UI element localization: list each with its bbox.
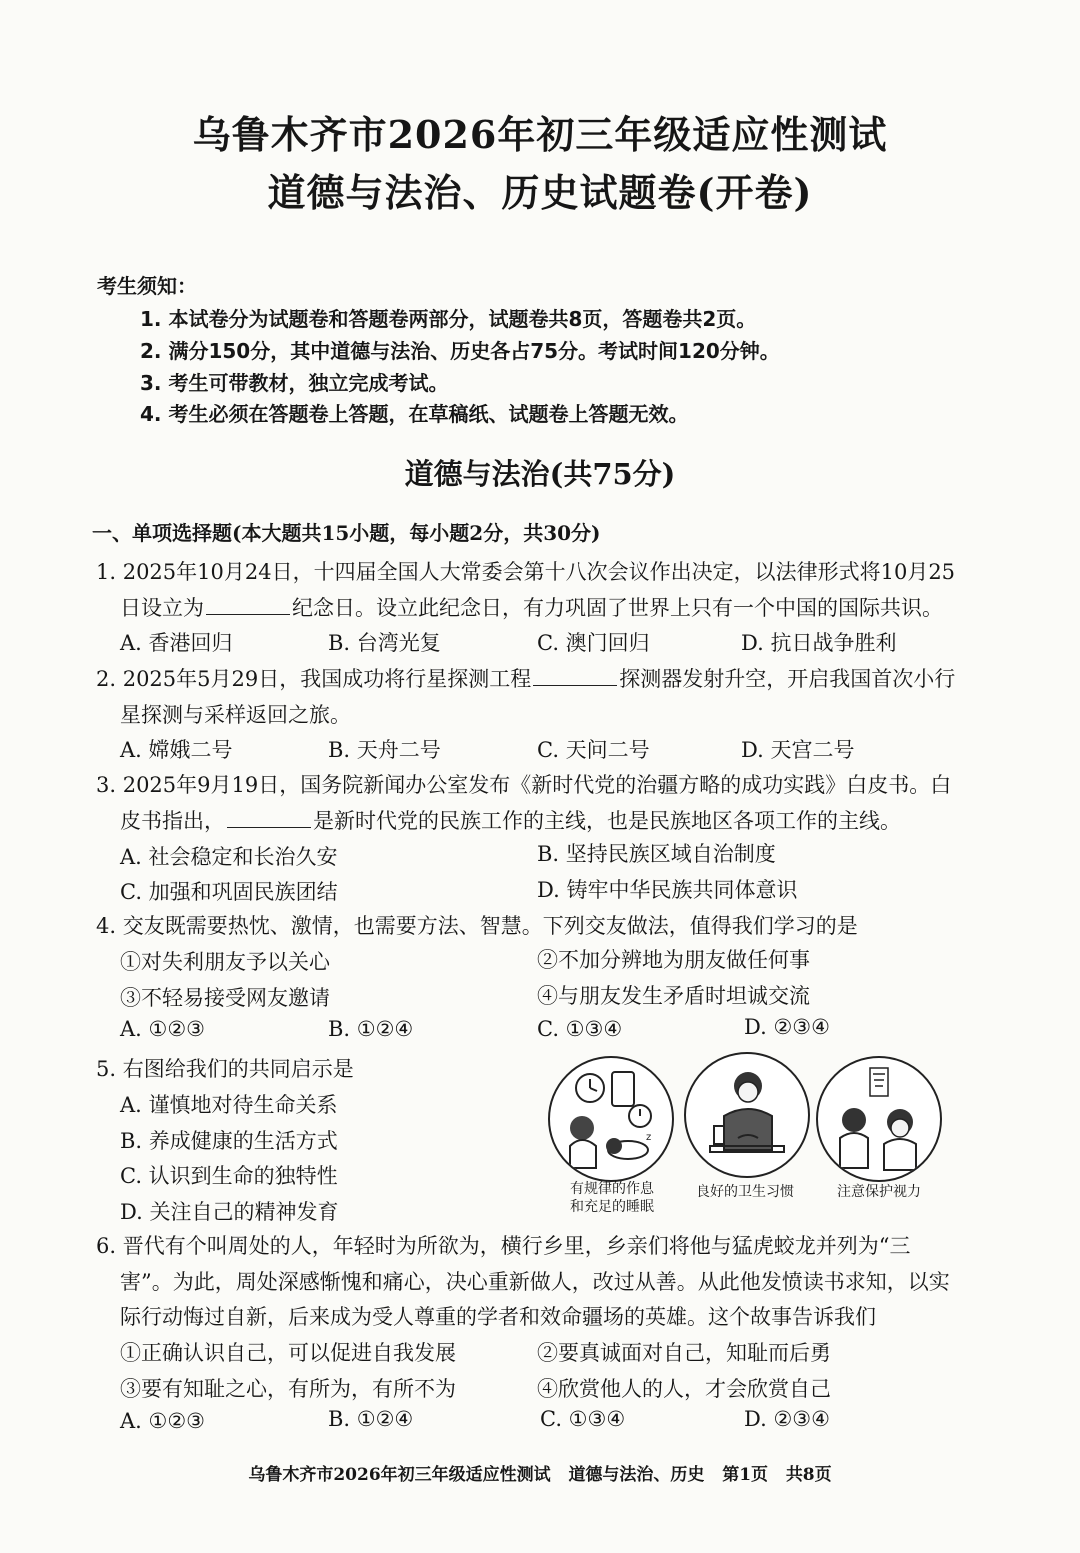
answer-blank: [206, 613, 290, 615]
stem-text: 皮书指出，: [120, 809, 225, 833]
question-3-stem-cont: [120, 805, 901, 835]
option-b: B. 养成健康的生活方式: [120, 1129, 338, 1153]
notice-item: 3. 考生可带教材，独立完成考试。: [140, 371, 449, 395]
option-b: B. ①②④: [328, 1407, 414, 1431]
answer-blank: [533, 684, 617, 686]
option-a: A. 谨慎地对待生命关系: [120, 1093, 338, 1117]
option-b: B. ①②④: [328, 1017, 414, 1041]
eyesight-illustration: [816, 1056, 942, 1182]
caption-sleep: [552, 1180, 672, 1216]
option-d: D. 天宫二号: [741, 738, 855, 762]
illustration-group: [546, 1050, 946, 1220]
option-c: C. ①③④: [540, 1407, 626, 1431]
statement-2: ②要真诚面对自己，知耻而后勇: [537, 1341, 831, 1365]
question-3-stem: 3. 2025年9月19日，国务院新闻办公室发布《新时代党的治疆方略的成功实践》白皮书。白: [96, 773, 952, 797]
option-c: C. 天问二号: [537, 738, 650, 762]
hygiene-illustration: [684, 1052, 810, 1178]
footer-page: 第1页: [722, 1465, 769, 1485]
stem-text: 是新时代党的民族工作的主线，也是民族地区各项工作的主线。: [313, 809, 901, 833]
statement-3: ③要有知耻之心，有所为，有所不为: [120, 1377, 456, 1401]
section-title: 道德与法治(共75分): [404, 457, 676, 491]
option-a: A. 香港回归: [120, 631, 233, 655]
statement-1: ①正确认识自己，可以促进自我发展: [120, 1341, 456, 1365]
option-a: A. ①②③: [120, 1017, 205, 1041]
notice-item: 4. 考生必须在答题卷上答题，在草稿纸、试题卷上答题无效。: [140, 402, 689, 426]
caption-eyesight: 注意保护视力: [837, 1184, 921, 1200]
part-title: 一、单项选择题(本大题共15小题，每小题2分，共30分): [92, 521, 601, 545]
footer-exam: 乌鲁木齐市2026年初三年级适应性测试: [248, 1465, 551, 1485]
option-d: D. 铸牢中华民族共同体意识: [537, 878, 798, 902]
question-5-stem: 5. 右图给我们的共同启示是: [96, 1057, 354, 1081]
question-1-stem: 1. 2025年10月24日，十四届全国人大常委会第十八次会议作出决定，以法律形式将10月25: [96, 560, 956, 584]
notice-item: 1. 本试卷分为试题卷和答题卷两部分，试题卷共8页，答题卷共2页。: [140, 307, 757, 331]
question-2-stem: [96, 663, 955, 693]
footer-subject: 道德与法治、历史: [568, 1465, 705, 1485]
answer-blank: [227, 826, 311, 828]
option-b: B. 台湾光复: [328, 631, 441, 655]
question-4-stem: 4. 交友既需要热忱、激情，也需要方法、智慧。下列交友做法，值得我们学习的是: [96, 914, 858, 938]
question-6-stem-cont: 害”。为此，周处深感惭愧和痛心，决心重新做人，改过从善。从此他发愤读书求知，以实: [120, 1270, 950, 1294]
statement-4: ④欣赏他人的人，才会欣赏自己: [537, 1377, 831, 1401]
notice-heading: 考生须知：: [97, 274, 197, 298]
sleep-illustration: [548, 1056, 674, 1182]
stem-text: 2. 2025年5月29日，我国成功将行星探测工程: [96, 667, 532, 691]
option-c: C. ①③④: [537, 1017, 623, 1041]
footer-total: 共8页: [785, 1465, 832, 1485]
caption-line: 有规律的作息: [570, 1181, 654, 1197]
statement-1: ①对失利朋友予以关心: [120, 950, 330, 974]
page-footer: [0, 1460, 1080, 1485]
question-2-stem-cont: 星探测与采样返回之旅。: [120, 703, 351, 727]
option-c: C. 认识到生命的独特性: [120, 1164, 338, 1188]
option-a: A. 社会稳定和长治久安: [120, 845, 338, 869]
option-b: B. 天舟二号: [328, 738, 441, 762]
option-c: C. 澳门回归: [537, 631, 650, 655]
option-b: B. 坚持民族区域自治制度: [537, 842, 776, 866]
option-d: D. 抗日战争胜利: [741, 631, 897, 655]
option-d: D. ②③④: [744, 1015, 830, 1039]
exam-title: 乌鲁木齐市2026年初三年级适应性测试: [192, 112, 888, 157]
caption-line: 和充足的睡眠: [570, 1199, 654, 1215]
option-a: A. ①②③: [120, 1409, 205, 1433]
stem-text: 纪念日。设立此纪念日，有力巩固了世界上只有一个中国的国际共识。: [292, 596, 943, 620]
caption-hygiene: 良好的卫生习惯: [696, 1184, 794, 1200]
stem-text: 探测器发射升空，开启我国首次小行: [619, 667, 956, 691]
statement-3: ③不轻易接受网友邀请: [120, 986, 330, 1010]
statement-4: ④与朋友发生矛盾时坦诚交流: [537, 984, 810, 1008]
question-6-stem-cont: 际行动悔过自新，后来成为受人尊重的学者和效命疆场的英雄。这个故事告诉我们: [120, 1305, 876, 1329]
notice-item: 2. 满分150分，其中道德与法治、历史各占75分。考试时间120分钟。: [140, 339, 780, 363]
svg-text:z: z: [646, 1132, 652, 1143]
statement-2: ②不加分辨地为朋友做任何事: [537, 948, 810, 972]
question-6-stem: 6. 晋代有个叫周处的人，年轻时为所欲为，横行乡里，乡亲们将他与猛虎蛟龙并列为“三: [96, 1234, 911, 1258]
stem-text: 日设立为: [120, 596, 204, 620]
option-d: D. 关注自己的精神发育: [120, 1200, 339, 1224]
option-a: A. 嫦娥二号: [120, 738, 233, 762]
option-c: C. 加强和巩固民族团结: [120, 880, 338, 904]
exam-subtitle: 道德与法治、历史试题卷(开卷): [267, 170, 813, 215]
question-1-stem-cont: [120, 592, 943, 622]
option-d: D. ②③④: [744, 1407, 830, 1431]
